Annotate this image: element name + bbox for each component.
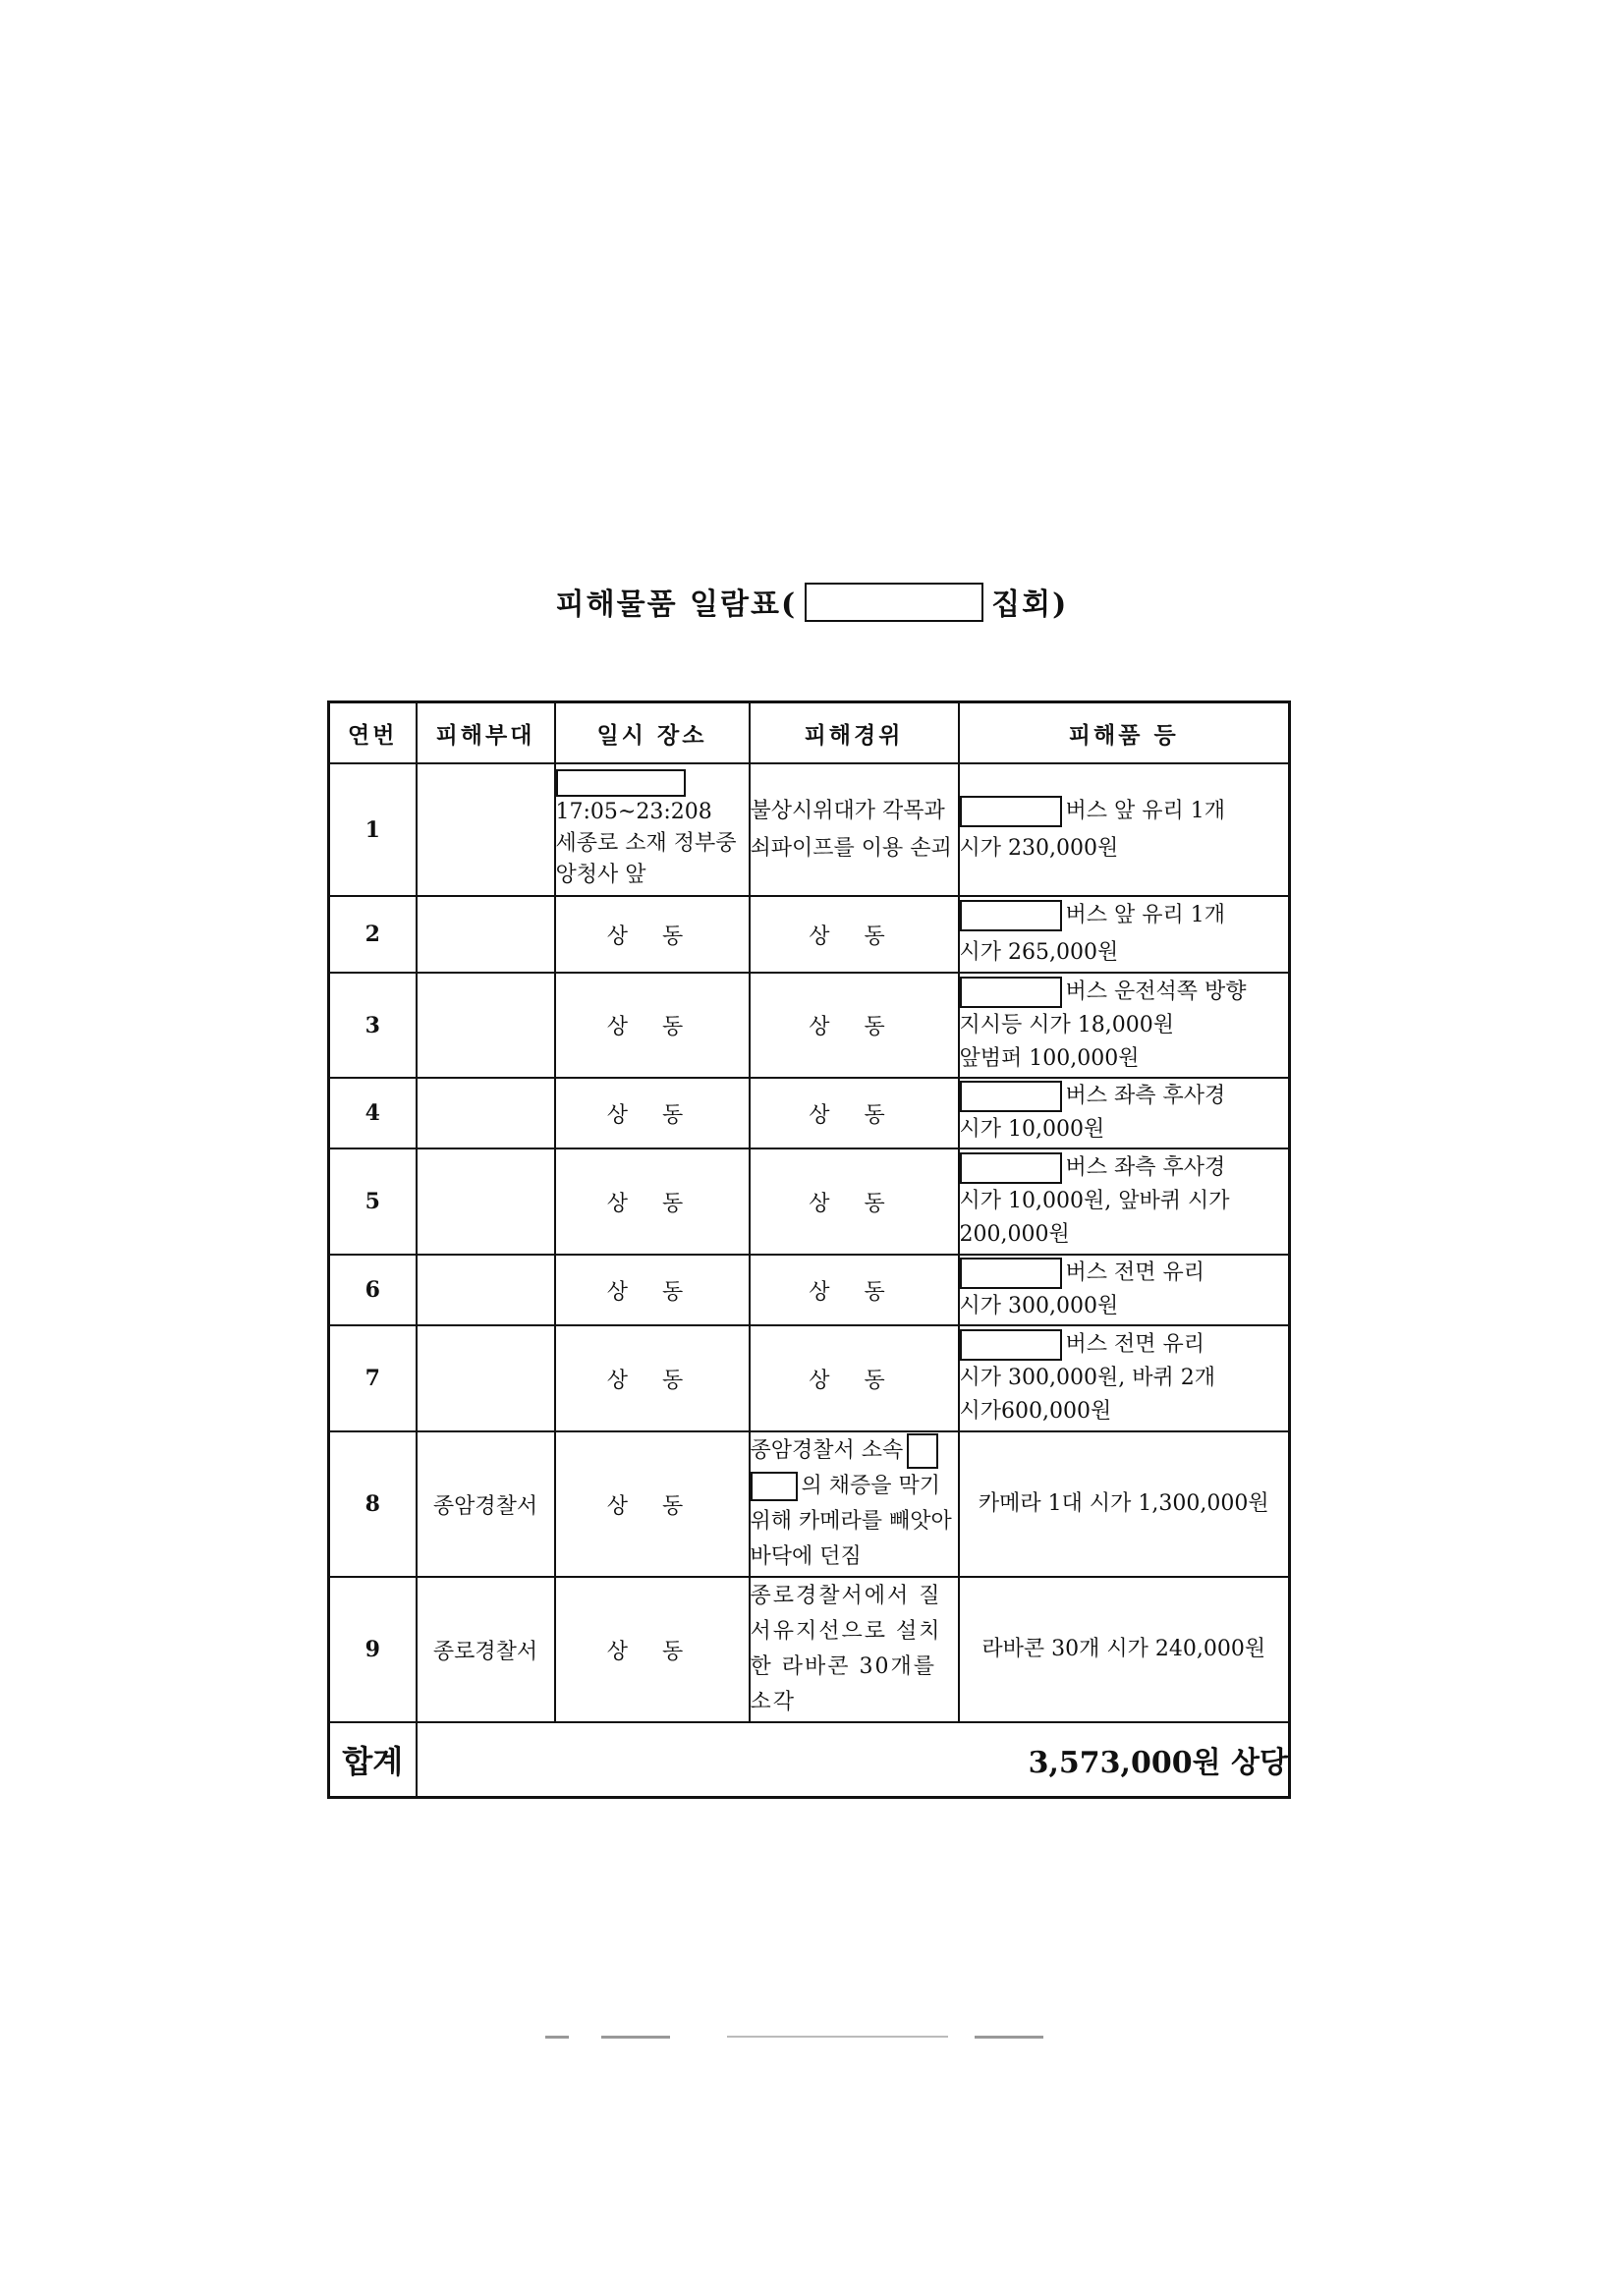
row-no: 5: [329, 1148, 417, 1255]
row-place: 세종로 소재 정부중앙청사 앞: [555, 830, 737, 887]
redacted-box: [960, 900, 1062, 931]
row-cause: 상 동: [750, 1255, 959, 1325]
row-datetime-place: 상 동: [555, 1148, 750, 1255]
row-items: [959, 1078, 1290, 1148]
row-item-extra: 시가600,000원: [959, 1399, 1112, 1424]
table-row: [329, 763, 1290, 896]
row-unit: [417, 1255, 555, 1325]
row-item-price: 시가 10,000원, 앞바퀴 시가: [959, 1189, 1230, 1213]
row-items: 카메라 1대 시가 1,300,000원: [959, 1431, 1290, 1577]
redacted-box: [960, 1152, 1062, 1184]
row-unit: [417, 1078, 555, 1148]
title-prefix: 피해물품 일람표(: [555, 588, 798, 622]
table-row: [329, 1148, 1290, 1255]
table-row: [329, 1325, 1290, 1431]
scan-artifact-line: [545, 2036, 569, 2039]
header-no: 연번: [329, 702, 417, 764]
row-items: [959, 1255, 1290, 1325]
row-unit: [417, 896, 555, 973]
total-label: 합계: [329, 1722, 417, 1798]
row-no: 2: [329, 896, 417, 973]
row-items: 라바콘 30개 시가 240,000원: [959, 1577, 1290, 1722]
redacted-box: [751, 1472, 798, 1501]
title-suffix: 집회): [991, 588, 1069, 622]
redacted-box: [805, 583, 983, 622]
row-item: 버스 앞 유리 1개: [1065, 903, 1225, 927]
row-item-price: 시가 300,000원: [959, 1294, 1119, 1318]
table-row: [329, 1431, 1290, 1577]
table-row: [329, 1078, 1290, 1148]
redacted-box: [960, 1329, 1062, 1361]
row-item-price: 시가 265,000원: [959, 940, 1119, 965]
row-datetime: 17:05~23:208: [555, 799, 712, 824]
redacted-box: [960, 977, 1062, 1008]
row-cause: 상 동: [750, 1325, 959, 1431]
scan-artifact-line: [727, 2036, 948, 2038]
row-cause: 상 동: [750, 1078, 959, 1148]
row-datetime-place: 상 동: [555, 1577, 750, 1722]
redacted-box: [960, 796, 1062, 827]
row-datetime-place: 상 동: [555, 1325, 750, 1431]
row-no: 3: [329, 973, 417, 1078]
row-cause: 불상시위대가 각목과 쇠파이프를 이용 손괴: [750, 763, 959, 896]
row-item: 버스 좌측 후사경: [1065, 1084, 1226, 1108]
row-cause-part-a: 종암경찰서 소속: [750, 1438, 904, 1463]
row-no: 1: [329, 763, 417, 896]
header-datetime-place: 일시 장소: [555, 702, 750, 764]
row-datetime-place: 상 동: [555, 896, 750, 973]
row-no: 9: [329, 1577, 417, 1722]
row-datetime-place: 상 동: [555, 973, 750, 1078]
row-cause: [750, 1431, 959, 1577]
row-datetime-place: 상 동: [555, 1078, 750, 1148]
document-title: [0, 580, 1624, 623]
row-item: 버스 좌측 후사경: [1065, 1155, 1226, 1180]
row-items: [959, 1148, 1290, 1255]
scan-artifact-line: [975, 2036, 1043, 2039]
redacted-box: [960, 1258, 1062, 1289]
row-cause: 종로경찰서에서 질서유지선으로 설치한 라바콘 30개를 소각: [750, 1577, 959, 1722]
row-item: 버스 전면 유리: [1065, 1332, 1204, 1357]
table-row: [329, 1255, 1290, 1325]
row-unit: [417, 973, 555, 1078]
row-unit: 종암경찰서: [417, 1431, 555, 1577]
row-unit: [417, 1148, 555, 1255]
row-item: 버스 운전석쪽 방향: [1065, 979, 1247, 1004]
row-item-extra: 앞범퍼 100,000원: [959, 1045, 1140, 1071]
row-item-price: 지시등 시가 18,000원: [959, 1012, 1174, 1037]
redacted-box: [556, 769, 686, 797]
row-unit: [417, 1325, 555, 1431]
row-cause: 상 동: [750, 1148, 959, 1255]
row-item-extra: 200,000원: [959, 1222, 1070, 1247]
scan-artifact-line: [601, 2036, 670, 2039]
row-items: [959, 896, 1290, 973]
header-row: [329, 702, 1290, 764]
row-datetime-place: 상 동: [555, 1255, 750, 1325]
row-items: [959, 763, 1290, 896]
redacted-box: [960, 1081, 1062, 1112]
row-cause: 상 동: [750, 973, 959, 1078]
header-cause: 피해경위: [750, 702, 959, 764]
header-unit: 피해부대: [417, 702, 555, 764]
row-no: 6: [329, 1255, 417, 1325]
table-row: [329, 973, 1290, 1078]
total-value: 3,573,000원 상당: [417, 1722, 1290, 1798]
row-datetime-place: 상 동: [555, 1431, 750, 1577]
total-row: [329, 1722, 1290, 1798]
row-items: [959, 1325, 1290, 1431]
row-item-price: 시가 230,000원: [959, 835, 1119, 861]
table-row: [329, 896, 1290, 973]
row-cause-part-b: 의 채증을 막기 위해 카메라를 빼앗아 바닥에 던짐: [750, 1474, 952, 1569]
header-items: 피해품 등: [959, 702, 1290, 764]
row-datetime-place: [555, 763, 750, 896]
row-item: 버스 전면 유리: [1065, 1260, 1204, 1285]
row-no: 4: [329, 1078, 417, 1148]
row-no: 8: [329, 1431, 417, 1577]
row-items: [959, 973, 1290, 1078]
row-item-price: 시가 300,000원, 바퀴 2개: [959, 1366, 1215, 1390]
damage-table: [327, 700, 1291, 1799]
row-unit: 종로경찰서: [417, 1577, 555, 1722]
row-cause: 상 동: [750, 896, 959, 973]
row-unit: [417, 763, 555, 896]
row-item: 버스 앞 유리 1개: [1065, 798, 1225, 823]
table-row: [329, 1577, 1290, 1722]
row-item-price: 시가 10,000원: [959, 1117, 1105, 1142]
redacted-box: [907, 1433, 938, 1469]
row-no: 7: [329, 1325, 417, 1431]
